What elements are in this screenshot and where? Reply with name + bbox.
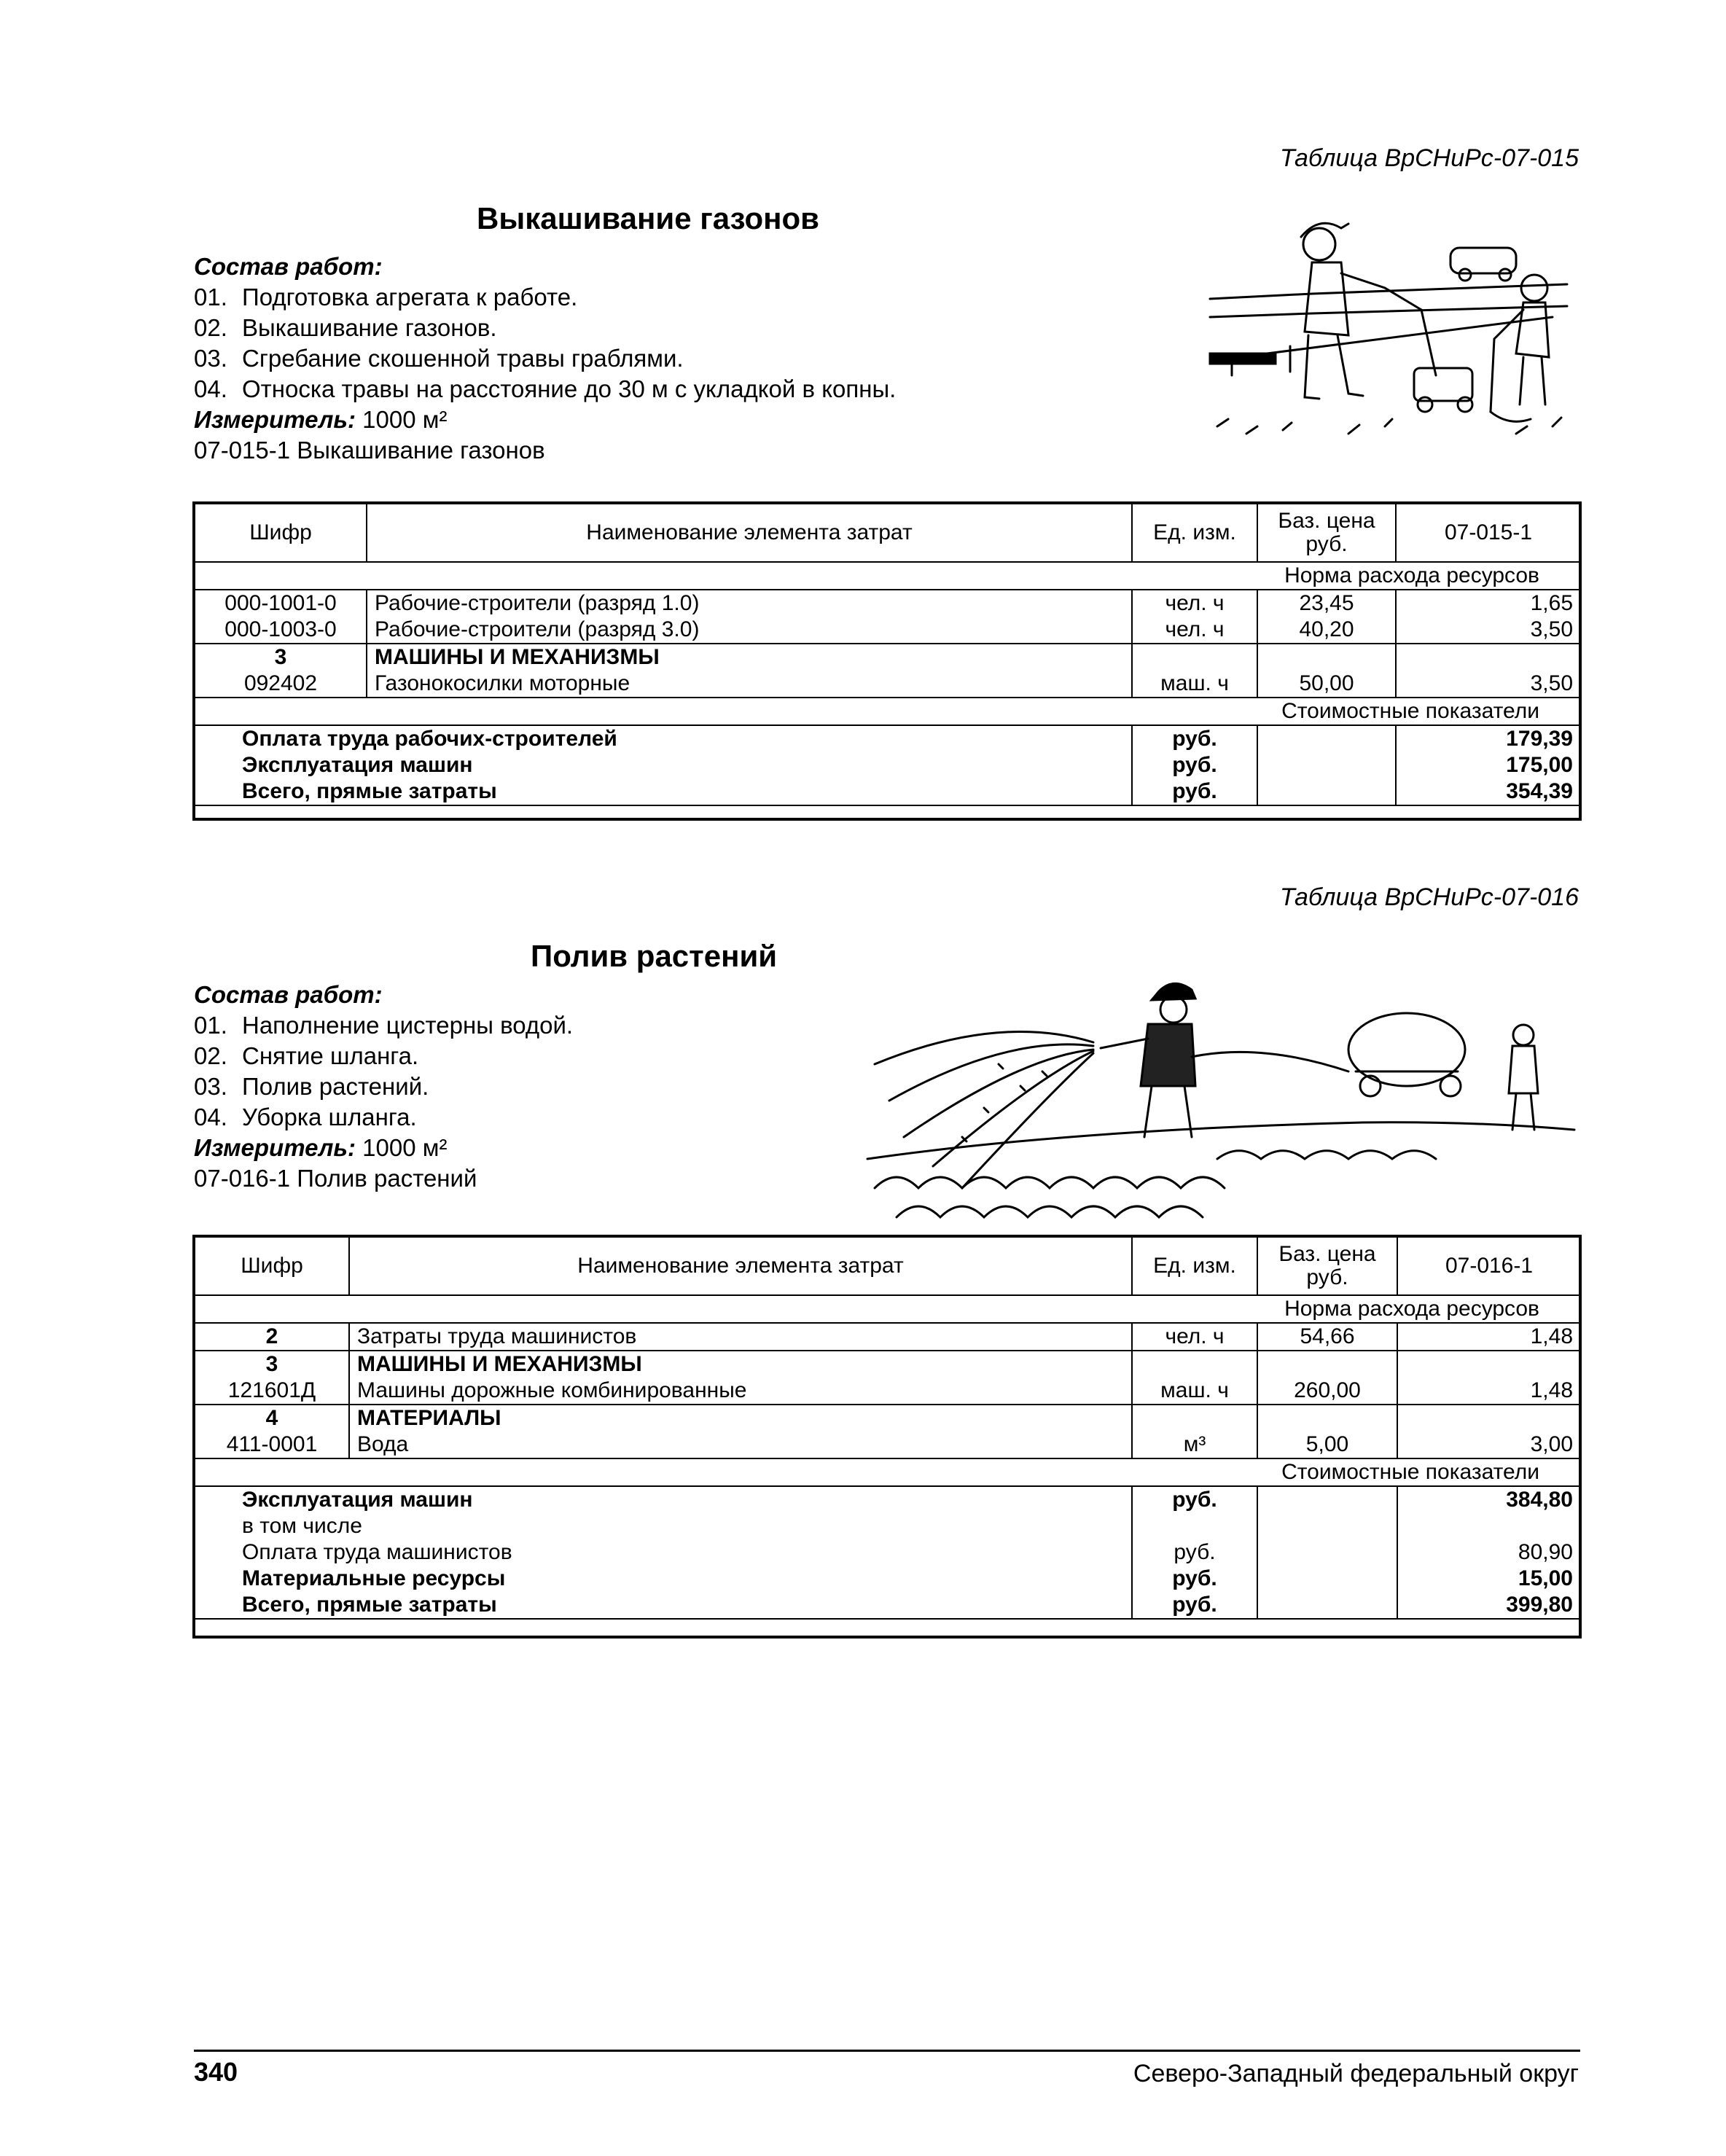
- header-cell: Наименование элемента затрат: [349, 1237, 1132, 1295]
- code-line: 07-016-1 Полив растений: [194, 1165, 477, 1192]
- step-item: 01. Подготовка агрегата к работе.: [194, 284, 578, 310]
- table-header: [195, 1237, 1581, 1295]
- table-row: 411-0001 Вода м³ 5,00 3,00: [195, 1432, 1581, 1458]
- table-row: 3 МАШИНЫ И МЕХАНИЗМЫ: [195, 1351, 1581, 1378]
- cost-row: Материальные ресурсы руб. 15,00: [195, 1566, 1581, 1592]
- table-row: 121601Д Машины дорожные комбинированные маш. ч 260,00 1,48: [195, 1378, 1581, 1405]
- lawn-mowing-illustration: [1203, 208, 1582, 456]
- cost-row: в том числе: [195, 1513, 1581, 1539]
- step-item: 01. Наполнение цистерны водой.: [194, 1012, 574, 1039]
- cost-table-07-016: [194, 1236, 1582, 1620]
- cost-row: Всего, прямые затраты руб. 399,80: [195, 1592, 1581, 1619]
- section-title: Выкашивание газонов: [477, 201, 819, 235]
- header-cell: Шифр: [195, 1237, 349, 1295]
- plant-watering-illustration: [853, 969, 1582, 1239]
- header-cell: Ед. изм.: [1132, 504, 1257, 562]
- table-reference: Таблица ВрСНиРс-07-016: [1279, 883, 1579, 911]
- cost-row: Всего, прямые затраты руб. 354,39: [195, 778, 1581, 805]
- table-row: 3 МАШИНЫ И МЕХАНИЗМЫ: [195, 644, 1581, 671]
- step-item: 03. Полив растений.: [194, 1073, 429, 1100]
- cost-table-07-015: [194, 503, 1582, 806]
- section-title: Полив растений: [531, 939, 778, 973]
- measure-line: Измеритель: 1000 м²: [194, 406, 448, 433]
- table-row: 000-1001-0 Рабочие-строители (разряд 1.0) чел. ч 23,45 1,65: [195, 590, 1581, 617]
- step-item: 04. Относка травы на расстояние до 30 м с укладкой в копны.: [194, 375, 897, 402]
- table-row: 000-1003-0 Рабочие-строители (разряд 3.0) чел. ч 40,20 3,50: [195, 617, 1581, 644]
- composition-label: Состав работ:: [194, 981, 383, 1008]
- header-cell: Баз. цена руб.: [1257, 1237, 1397, 1295]
- table-row: 4 МАТЕРИАЛЫ: [195, 1405, 1581, 1432]
- page-number: 340: [194, 2057, 238, 2087]
- header-cell: 07-015-1: [1396, 504, 1581, 562]
- norm-band: Норма расхода ресурсов: [195, 562, 1581, 590]
- header-cell: 07-016-1: [1397, 1237, 1581, 1295]
- work-composition: [194, 251, 896, 466]
- step-item: 02. Выкашивание газонов.: [194, 314, 497, 341]
- footer-rule: [194, 2050, 1580, 2052]
- cost-band: Стоимостные показатели: [195, 1458, 1581, 1486]
- step-item: 03. Сгребание скошенной травы граблями.: [194, 345, 684, 372]
- cost-row: Эксплуатация машин руб. 384,80: [195, 1486, 1581, 1513]
- header-cell: Наименование элемента затрат: [367, 504, 1132, 562]
- cost-row: Оплата труда рабочих-строителей руб. 179,39: [195, 725, 1581, 752]
- header-cell: Ед. изм.: [1132, 1237, 1257, 1295]
- cost-band: Стоимостные показатели: [195, 698, 1581, 725]
- table-reference: Таблица ВрСНиРс-07-015: [1279, 144, 1579, 172]
- header-cell: Баз. цена руб.: [1257, 504, 1396, 562]
- footer-district: Северо-Западный федеральный округ: [1133, 2060, 1579, 2087]
- step-item: 04. Уборка шланга.: [194, 1104, 417, 1130]
- table-row: 2 Затраты труда машинистов чел. ч 54,66 1,48: [195, 1323, 1581, 1351]
- step-item: 02. Снятие шланга.: [194, 1042, 419, 1069]
- measure-line: Измеритель: 1000 м²: [194, 1134, 448, 1161]
- table-header: [195, 504, 1581, 562]
- cost-row: Эксплуатация машин руб. 175,00: [195, 752, 1581, 778]
- work-composition: [194, 980, 573, 1194]
- composition-label: Состав работ:: [194, 253, 383, 280]
- header-cell: Шифр: [195, 504, 367, 562]
- code-line: 07-015-1 Выкашивание газонов: [194, 437, 545, 464]
- cost-row: Оплата труда машинистов руб. 80,90: [195, 1539, 1581, 1566]
- table-row: 092402 Газонокосилки моторные маш. ч 50,00 3,50: [195, 671, 1581, 698]
- norm-band: Норма расхода ресурсов: [195, 1295, 1581, 1323]
